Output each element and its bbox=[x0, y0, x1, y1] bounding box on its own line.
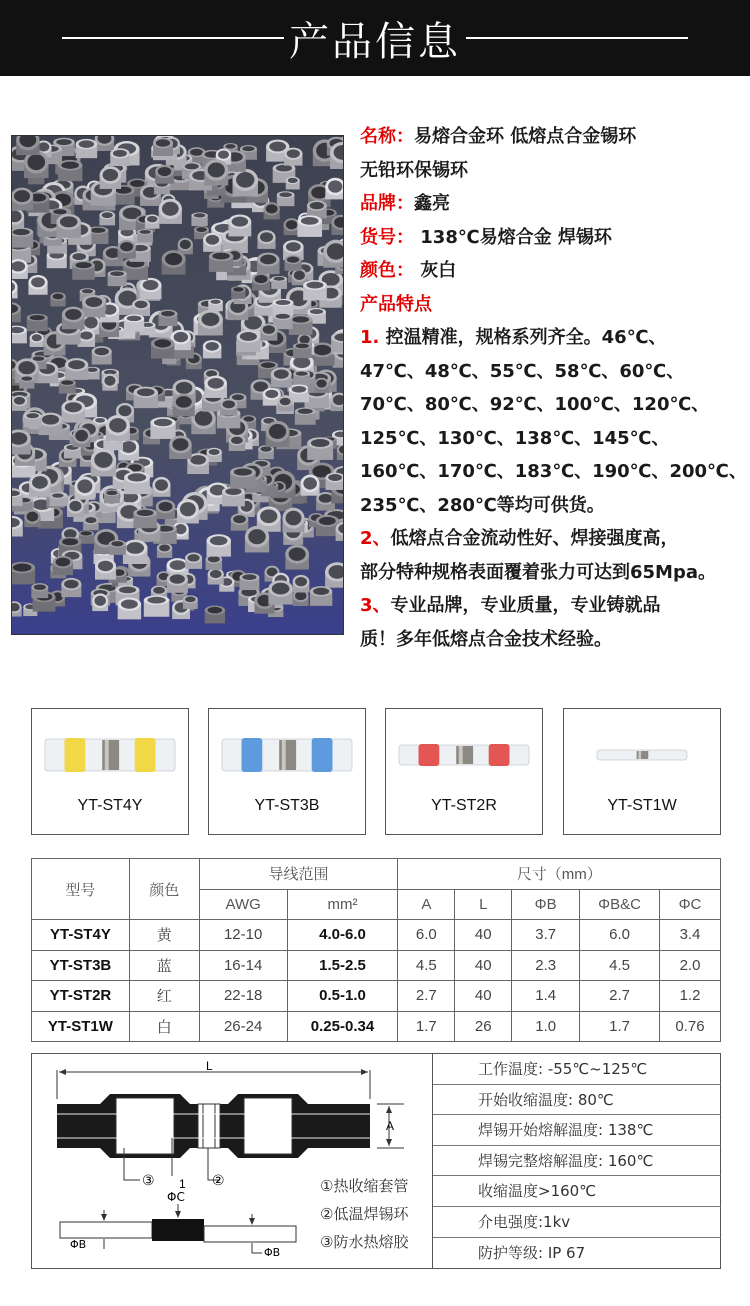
feature-1-line-2: 70℃、80℃、92℃、100℃、120℃、 bbox=[360, 394, 710, 415]
cell-phic: 0.76 bbox=[660, 1011, 721, 1042]
cell-model: YT-ST2R bbox=[32, 981, 130, 1012]
spec-parameters bbox=[433, 1054, 721, 1268]
cell-a: 2.7 bbox=[398, 981, 455, 1012]
feature-2-line-1: 部分特种规格表面覆着张力可达到65Mpa。 bbox=[360, 561, 716, 583]
feature-1-line-4: 160℃、170℃、183℃、190℃、200℃、 bbox=[360, 461, 747, 482]
dim-b-right-label: ΦB bbox=[264, 1246, 281, 1259]
param-item: 开始收缩温度: 80℃ bbox=[433, 1085, 721, 1116]
param-item: 收缩温度>160℃ bbox=[433, 1176, 721, 1207]
callout-1: 1 bbox=[179, 1177, 186, 1191]
product-label: YT-ST3B bbox=[254, 797, 320, 814]
table-row bbox=[32, 950, 721, 981]
callout-3: ③ bbox=[142, 1173, 155, 1189]
feature-2-line-0: 2、低熔点合金流动性好、焊接强度高， bbox=[360, 528, 679, 549]
cell-phibc: 1.7 bbox=[580, 1011, 660, 1042]
cell-mm2: 0.5-1.0 bbox=[287, 981, 398, 1012]
cell-awg: 12-10 bbox=[199, 920, 287, 951]
dim-l-label: L bbox=[206, 1059, 213, 1073]
th-color: 颜色 bbox=[129, 859, 199, 920]
feature-1-line-3: 125℃、130℃、138℃、145℃、 bbox=[360, 427, 670, 449]
feature-1-line-1: 47℃、48℃、55℃、58℃、60℃、 bbox=[360, 360, 685, 382]
product-label: YT-ST2R bbox=[431, 797, 497, 814]
cell-mm2: 4.0-6.0 bbox=[287, 920, 398, 951]
dimension-diagram-panel bbox=[31, 1053, 721, 1269]
cell-awg: 26-24 bbox=[199, 1011, 287, 1042]
banner-line-right bbox=[466, 37, 688, 39]
header-banner bbox=[0, 0, 750, 76]
th-size: 尺寸（mm） bbox=[398, 859, 721, 890]
cell-color: 红 bbox=[129, 981, 199, 1012]
th-phib: ΦB bbox=[512, 889, 580, 920]
cell-color: 黄 bbox=[129, 920, 199, 951]
info-color: 颜色： 灰白 bbox=[360, 260, 457, 281]
cell-mm2: 1.5-2.5 bbox=[287, 950, 398, 981]
cell-phib: 2.3 bbox=[512, 950, 580, 981]
cell-phibc: 4.5 bbox=[580, 950, 660, 981]
tube-icon bbox=[572, 729, 712, 789]
feature-1-line-5: 235℃、280℃等均可供货。 bbox=[360, 494, 605, 516]
param-item: 工作温度: -55℃~125℃ bbox=[433, 1054, 721, 1085]
cell-a: 1.7 bbox=[398, 1011, 455, 1042]
table-row bbox=[32, 920, 721, 951]
dim-a-label: A bbox=[386, 1119, 395, 1133]
th-a: A bbox=[398, 889, 455, 920]
tube-icon bbox=[217, 729, 357, 789]
feature-3-line-1: 质！多年低熔点合金技术经验。 bbox=[360, 628, 612, 650]
cell-mm2: 0.25-0.34 bbox=[287, 1011, 398, 1042]
features-heading: 产品特点 bbox=[360, 293, 432, 315]
cell-phib: 1.4 bbox=[512, 981, 580, 1012]
cell-phibc: 6.0 bbox=[580, 920, 660, 951]
legend-item: ①热收缩套管 bbox=[320, 1177, 409, 1195]
table-row bbox=[32, 981, 721, 1012]
param-item: 防护等级: IP 67 bbox=[478, 1243, 586, 1262]
product-label: YT-ST4Y bbox=[77, 797, 143, 814]
cell-l: 40 bbox=[455, 981, 512, 1012]
cell-phic: 1.2 bbox=[660, 981, 721, 1012]
cell-phib: 3.7 bbox=[512, 920, 580, 951]
cell-phic: 3.4 bbox=[660, 920, 721, 951]
spec-table bbox=[31, 858, 721, 1042]
table-row bbox=[32, 1011, 721, 1042]
th-phic: ΦC bbox=[660, 889, 721, 920]
product-photo bbox=[11, 135, 344, 635]
param-item: 焊锡完整熔解温度: 160℃ bbox=[433, 1146, 721, 1177]
th-mm2: mm² bbox=[287, 889, 398, 920]
info-brand: 品牌：鑫亮 bbox=[360, 193, 450, 214]
feature-1-line-0: 1. 控温精准，规格系列齐全。46℃、 bbox=[360, 327, 667, 348]
product-card-st1w bbox=[563, 708, 721, 835]
th-l: L bbox=[455, 889, 512, 920]
cell-l: 40 bbox=[455, 920, 512, 951]
cell-l: 26 bbox=[455, 1011, 512, 1042]
legend-item: ②低温焊锡环 bbox=[320, 1205, 409, 1223]
tube-icon bbox=[394, 729, 534, 789]
product-card-st2r bbox=[385, 708, 543, 835]
product-card-st4y bbox=[31, 708, 189, 835]
cell-model: YT-ST4Y bbox=[32, 920, 130, 951]
tube-icon bbox=[40, 729, 180, 789]
cell-a: 6.0 bbox=[398, 920, 455, 951]
th-awg: AWG bbox=[199, 889, 287, 920]
callout-2: ② bbox=[212, 1173, 225, 1189]
cell-phib: 1.0 bbox=[512, 1011, 580, 1042]
cell-awg: 22-18 bbox=[199, 981, 287, 1012]
param-item: 焊锡开始熔解温度: 138℃ bbox=[433, 1115, 721, 1146]
info-item-no: 货号： 138℃易熔合金 焊锡环 bbox=[360, 226, 612, 248]
cell-awg: 16-14 bbox=[199, 950, 287, 981]
diagram-legend bbox=[320, 1172, 408, 1256]
dim-c-label: ΦC bbox=[167, 1190, 185, 1204]
cell-model: YT-ST3B bbox=[32, 950, 130, 981]
product-card-st3b bbox=[208, 708, 366, 835]
cell-model: YT-ST1W bbox=[32, 1011, 130, 1042]
info-name: 名称：易熔合金环 低熔点合金锡环 bbox=[360, 126, 637, 147]
cell-color: 白 bbox=[129, 1011, 199, 1042]
param-item: 介电强度:1kv bbox=[433, 1207, 721, 1238]
cell-a: 4.5 bbox=[398, 950, 455, 981]
info-name-2: 无铅环保锡环 bbox=[360, 159, 468, 181]
th-wire: 导线范围 bbox=[199, 859, 398, 890]
dim-b-left-label: ΦB bbox=[70, 1238, 87, 1251]
cell-phic: 2.0 bbox=[660, 950, 721, 981]
legend-item: ③防水热熔胶 bbox=[320, 1233, 409, 1251]
feature-3-line-0: 3、专业品牌，专业质量，专业铸就品 bbox=[360, 595, 661, 616]
page-title: 产品信息 bbox=[289, 19, 461, 65]
th-phibc: ΦB&C bbox=[580, 889, 660, 920]
product-info bbox=[360, 120, 750, 656]
cell-color: 蓝 bbox=[129, 950, 199, 981]
cell-l: 40 bbox=[455, 950, 512, 981]
rings-pile-image bbox=[12, 136, 344, 635]
th-model: 型号 bbox=[32, 859, 130, 920]
cell-phibc: 2.7 bbox=[580, 981, 660, 1012]
product-label: YT-ST1W bbox=[607, 797, 677, 814]
